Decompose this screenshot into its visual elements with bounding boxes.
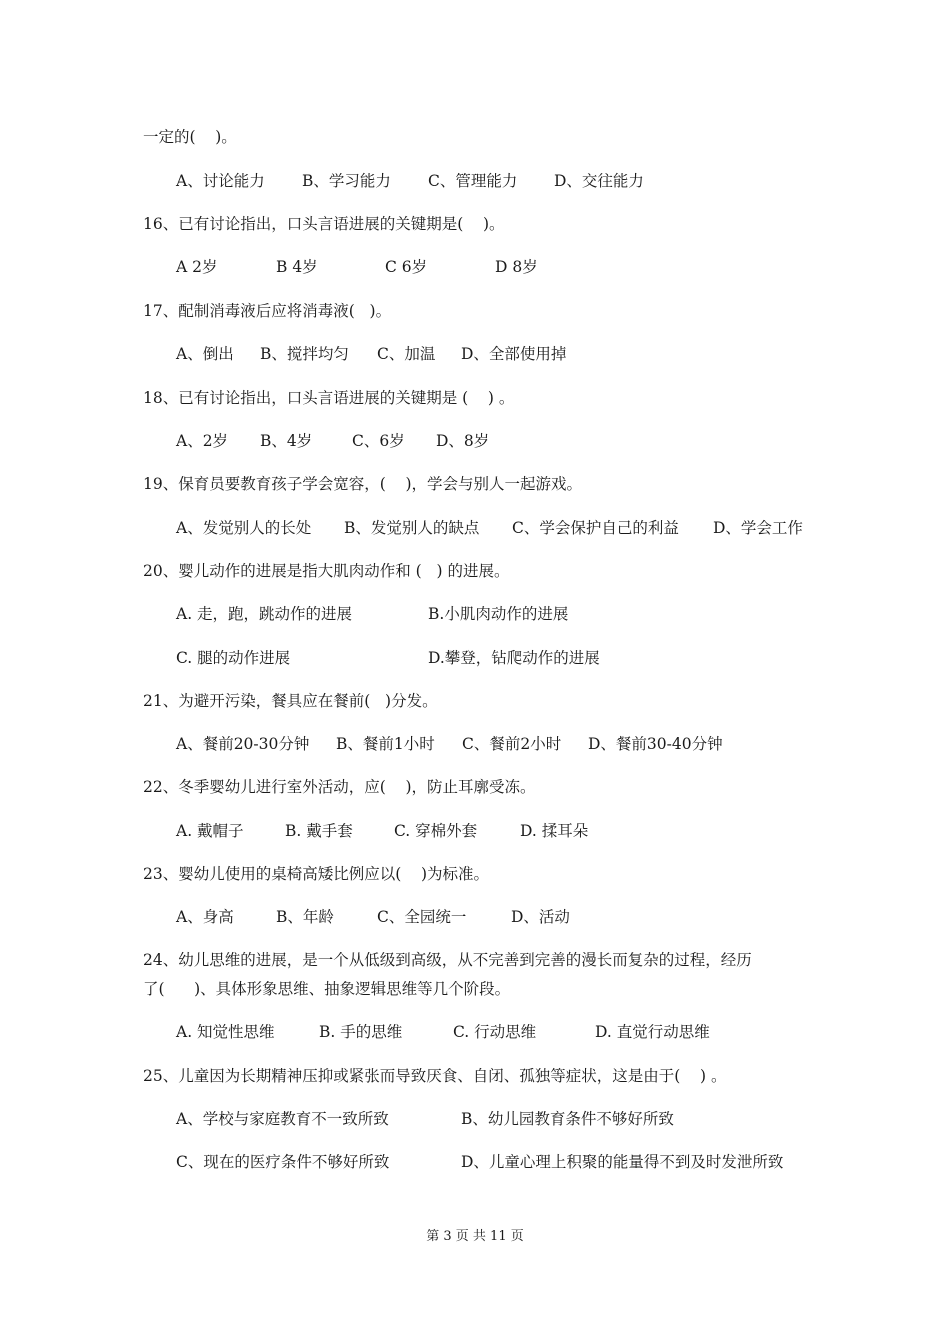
question-23-stem: 23、婴幼儿使用的桌椅高矮比例应以( )为标准。 xyxy=(143,865,490,883)
question-24-stem-line1: 24、幼儿思维的进展，是一个从低级到高级，从不完善到完善的漫长而复杂的过程，经历 xyxy=(143,951,752,969)
option-b: B、年龄 xyxy=(276,908,334,926)
option-c: C. 行动思维 xyxy=(453,1023,537,1041)
option-a: A. 知觉性思维 xyxy=(176,1023,275,1041)
question-19-stem: 19、保育员要教育孩子学会宽容，( )，学会与别人一起游戏。 xyxy=(143,475,583,493)
option-b: B、学习能力 xyxy=(302,172,391,190)
option-d: D. 直觉行动思维 xyxy=(595,1023,710,1041)
option-a: A、发觉别人的长处 xyxy=(176,519,312,537)
option-c: C、全园统一 xyxy=(377,908,467,926)
question-17-stem: 17、配制消毒液后应将消毒液( )。 xyxy=(143,302,392,320)
option-a: A、讨论能力 xyxy=(176,172,265,190)
option-d: D. 揉耳朵 xyxy=(520,822,589,840)
option-d: D、餐前30-40分钟 xyxy=(588,735,723,753)
option-b: B、4岁 xyxy=(260,432,313,450)
option-c: C、6岁 xyxy=(352,432,405,450)
question-25-options-row2 xyxy=(176,1152,826,1212)
question-24-stem-line2: 了( )、具体形象思维、抽象逻辑思维等几个阶段。 xyxy=(143,980,511,998)
option-b: B.小肌肉动作的进展 xyxy=(428,605,569,623)
option-c: C、餐前2小时 xyxy=(462,735,562,753)
question-25-stem: 25、儿童因为长期精神压抑或紧张而导致厌食、自闭、孤独等症状，这是由于( ) 。 xyxy=(143,1067,727,1085)
option-a: A、学校与家庭教育不一致所致 xyxy=(176,1110,389,1128)
question-22-stem: 22、冬季婴幼儿进行室外活动，应( )，防止耳廓受冻。 xyxy=(143,778,536,796)
option-c: C、管理能力 xyxy=(428,172,518,190)
question-21-stem: 21、为避开污染，餐具应在餐前( )分发。 xyxy=(143,692,438,710)
option-c: C. 腿的动作进展 xyxy=(176,649,291,667)
option-b: B、发觉别人的缺点 xyxy=(344,519,480,537)
question-15-stem: 一定的( )。 xyxy=(143,128,237,146)
option-b: B、幼儿园教育条件不够好所致 xyxy=(461,1110,674,1128)
option-b: B. 手的思维 xyxy=(319,1023,403,1041)
option-c: C、加温 xyxy=(377,345,436,363)
option-d: D 8岁 xyxy=(495,258,538,276)
option-a: A 2岁 xyxy=(176,258,218,276)
option-b: B 4岁 xyxy=(276,258,318,276)
question-18-stem: 18、已有讨论指出，口头言语进展的关键期是 ( ) 。 xyxy=(143,389,515,407)
option-a: A、餐前20-30分钟 xyxy=(176,735,310,753)
option-d: D、活动 xyxy=(511,908,570,926)
option-a: A、2岁 xyxy=(176,432,229,450)
option-a: A、倒出 xyxy=(176,345,234,363)
option-b: B. 戴手套 xyxy=(285,822,353,840)
option-d: D.攀登，钻爬动作的进展 xyxy=(428,649,600,667)
option-d: D、交往能力 xyxy=(554,172,644,190)
option-d: D、全部使用掉 xyxy=(461,345,567,363)
option-b: B、餐前1小时 xyxy=(336,735,435,753)
option-c: C 6岁 xyxy=(385,258,428,276)
question-20-stem: 20、婴儿动作的进展是指大肌肉动作和 ( ) 的进展。 xyxy=(143,562,510,580)
option-d: D、儿童心理上积聚的能量得不到及时发泄所致 xyxy=(461,1153,784,1171)
page-number-footer: 第 3 页 共 11 页 xyxy=(426,1229,524,1244)
question-16-stem: 16、已有讨论指出，口头言语进展的关键期是( )。 xyxy=(143,215,505,233)
option-c: C、现在的医疗条件不够好所致 xyxy=(176,1153,390,1171)
option-a: A. 戴帽子 xyxy=(176,822,244,840)
option-c: C、学会保护自己的利益 xyxy=(512,519,679,537)
option-a: A、身高 xyxy=(176,908,234,926)
option-b: B、搅拌均匀 xyxy=(260,345,349,363)
option-a: A. 走，跑，跳动作的进展 xyxy=(176,605,353,623)
option-d: D、学会工作 xyxy=(713,519,803,537)
option-d: D、8岁 xyxy=(436,432,490,450)
option-c: C. 穿棉外套 xyxy=(394,822,478,840)
